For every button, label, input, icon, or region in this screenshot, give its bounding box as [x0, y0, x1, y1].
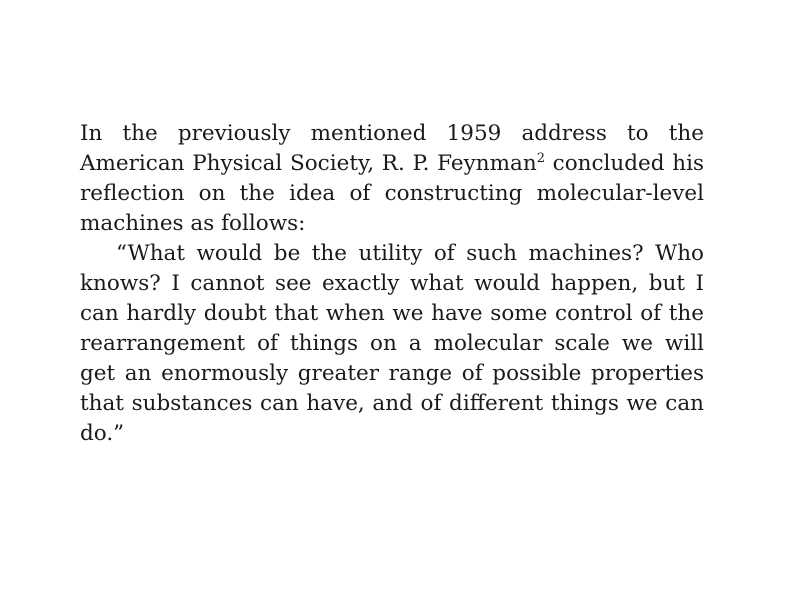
intro-text-continued: concluded his reflection on the idea of constructing molecular-level machines as follows:	[80, 151, 704, 236]
quote-paragraph: “What would be the utility of such machines? Who knows? I cannot see exactly what would happen, but I can hardly doubt that when we have some control of the rearrangement of things on a molecular scale we will get an enormously greater range of possible properties that substances can have, and of different things we can do.”	[80, 241, 704, 446]
footnote-marker: 2	[536, 151, 545, 166]
document-body	[80, 119, 704, 449]
intro-text: In the previously mentioned 1959 address to the American Physical Society, R. P. Feynman	[80, 121, 704, 176]
intro-paragraph	[80, 119, 704, 239]
